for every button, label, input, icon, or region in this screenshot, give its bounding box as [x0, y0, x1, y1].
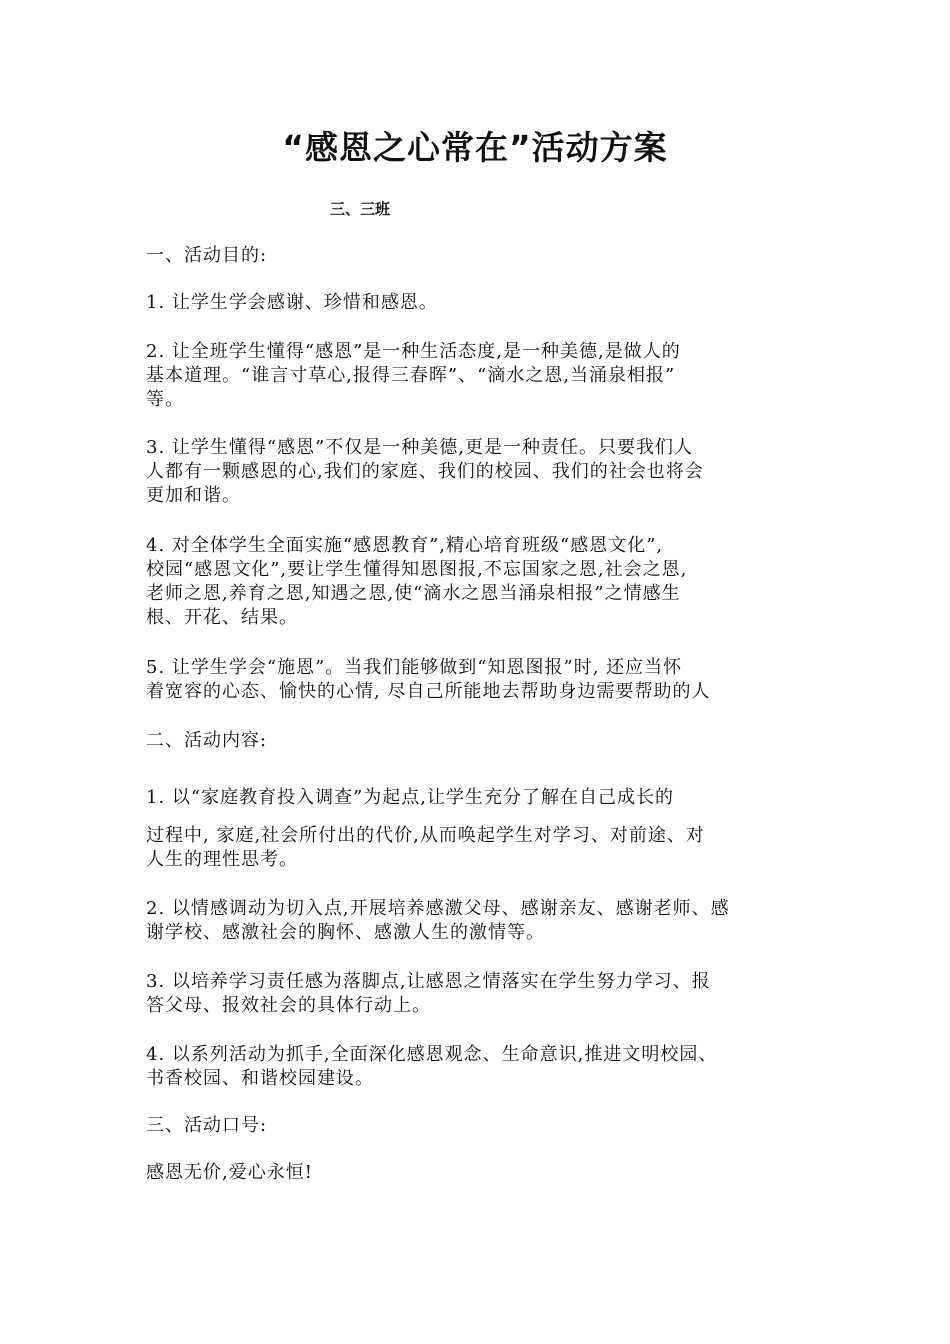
content-item-1-continued: 过程中, 家庭,社会所付出的代价,从而唤起学生对学习、对前途、对 人生的理性思考。 — [146, 825, 705, 870]
content-item-1-line-1: 1. 以“家庭教育投入调查”为起点,让学生充分了解在自己成长的 — [146, 787, 675, 808]
purpose-item-1: 1. 让学生学会感谢、珍惜和感恩。 — [146, 292, 438, 313]
purpose-item-4: 4. 对全体学生全面实施“感恩教育”,精心培育班级“感恩文化”, 校园“感恩文化”,要让学生懂得知恩图报,不忘国家之恩,社会之恩, 老师之恩,养育之恩,知遇之恩,使“滴水之恩当涌泉相报”之情感生 根、开花、结果。 — [146, 535, 688, 628]
section-heading-slogan: 三、活动口号: — [146, 1115, 268, 1136]
slogan-text: 感恩无价,爱心永恒! — [146, 1162, 313, 1183]
content-item-3: 3. 以培养学习责任感为落脚点,让感恩之情落实在学生努力学习、报 答父母、报效社会的具体行动上。 — [146, 971, 711, 1016]
purpose-item-2: 2. 让全班学生懂得“感恩”是一种生活态度,是一种美德,是做人的 基本道理。“谁言寸草心,报得三春晖”、“滴水之恩,当涌泉相报” 等。 — [146, 341, 681, 410]
class-label: 三、三班 — [330, 200, 391, 218]
purpose-item-3: 3. 让学生懂得“感恩”不仅是一种美德,更是一种责任。只要我们人 人都有一颗感恩的心,我们的家庭、我们的校园、我们的社会也将会 更加和谐。 — [146, 437, 704, 506]
section-heading-content: 二、活动内容: — [146, 730, 268, 751]
content-item-4: 4. 以系列活动为抓手,全面深化感恩观念、生命意识,推进文明校园、 书香校园、和谐校园建设。 — [146, 1044, 718, 1089]
section-heading-purpose: 一、活动目的: — [146, 245, 268, 266]
content-item-2: 2. 以情感调动为切入点,开展培养感激父母、感谢亲友、感谢老师、感 谢学校、感激社会的胸怀、感激人生的激情等。 — [146, 898, 730, 943]
purpose-item-5: 5. 让学生学会“施恩”。当我们能够做到“知恩图报”时, 还应当怀 着宽容的心态、愉快的心情, 尽自己所能地去帮助身边需要帮助的人 — [146, 657, 711, 702]
document-title: “感恩之心常在”活动方案 — [282, 128, 668, 167]
